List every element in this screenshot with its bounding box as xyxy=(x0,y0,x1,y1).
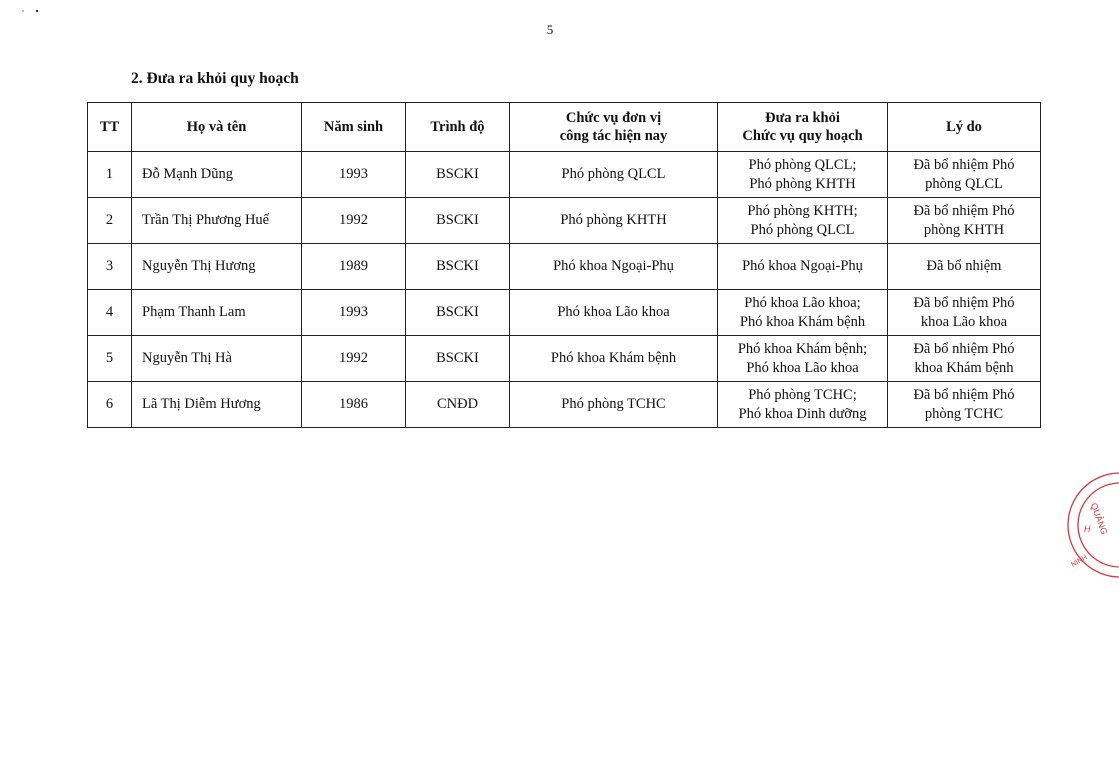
cell-reason-line-1: Đã bổ nhiệm Phó xyxy=(913,295,1015,312)
cell-current-position: Phó phòng QLCL xyxy=(510,152,718,198)
cell-tt: 1 xyxy=(88,152,132,198)
cell-name: Nguyễn Thị Hương xyxy=(132,244,302,290)
cell-current-position: Phó phòng KHTH xyxy=(510,198,718,244)
cell-reason xyxy=(888,336,1041,382)
section-title: 2. Đưa ra khỏi quy hoạch xyxy=(131,70,299,87)
cell-removed-line-2: Phó phòng KHTH xyxy=(749,175,856,192)
cell-removed-line-1: Phó phòng TCHC; xyxy=(748,387,857,404)
cell-name: Phạm Thanh Lam xyxy=(132,290,302,336)
cell-reason-line-2: phòng TCHC xyxy=(924,405,1004,422)
cell-degree: CNĐD xyxy=(406,382,510,428)
header-removed-position xyxy=(718,103,888,152)
header-current-position-line-2: công tác hiện nay xyxy=(559,128,668,144)
cell-tt: 3 xyxy=(88,244,132,290)
cell-removed-line-1: Phó phòng QLCL; xyxy=(748,157,857,174)
scan-marks xyxy=(20,8,50,14)
header-reason: Lý do xyxy=(888,103,1041,152)
cell-tt: 4 xyxy=(88,290,132,336)
table-row xyxy=(88,336,1041,382)
cell-reason-line-1: Đã bổ nhiệm xyxy=(926,258,1002,275)
cell-degree: BSCKI xyxy=(406,244,510,290)
cell-name: Nguyễn Thị Hà xyxy=(132,336,302,382)
header-current-position xyxy=(510,103,718,152)
cell-reason-line-2: khoa Khám bệnh xyxy=(914,359,1014,376)
cell-reason xyxy=(888,244,1041,290)
cell-degree: BSCKI xyxy=(406,198,510,244)
cell-reason xyxy=(888,198,1041,244)
cell-tt: 2 xyxy=(88,198,132,244)
official-seal-stamp xyxy=(1058,468,1119,583)
table-row xyxy=(88,198,1041,244)
cell-tt: 5 xyxy=(88,336,132,382)
cell-birth-year: 1993 xyxy=(302,152,406,198)
cell-birth-year: 1989 xyxy=(302,244,406,290)
seal-text-top: QUẢNG xyxy=(1088,501,1110,536)
cell-removed-line-2: Phó phòng QLCL xyxy=(750,221,855,238)
header-name: Họ và tên xyxy=(132,103,302,152)
cell-removed-position xyxy=(718,382,888,428)
table-row xyxy=(88,152,1041,198)
cell-degree: BSCKI xyxy=(406,152,510,198)
cell-removed-line-2: Phó khoa Lão khoa xyxy=(746,359,859,376)
table-header-row xyxy=(88,103,1041,152)
table-row xyxy=(88,382,1041,428)
cell-current-position: Phó khoa Ngoại-Phụ xyxy=(510,244,718,290)
cell-birth-year: 1993 xyxy=(302,290,406,336)
cell-reason-line-2: phòng KHTH xyxy=(923,221,1005,238)
cell-removed-line-1: Phó phòng KHTH; xyxy=(747,203,858,220)
cell-current-position: Phó phòng TCHC xyxy=(510,382,718,428)
cell-removed-position xyxy=(718,290,888,336)
header-removed-position-line-2: Chức vụ quy hoạch xyxy=(742,128,863,144)
cell-removed-line-2: Phó khoa Khám bệnh xyxy=(739,313,866,330)
cell-name: Đỗ Mạnh Dũng xyxy=(132,152,302,198)
seal-text-bottom: NINH xyxy=(1070,554,1089,569)
cell-removed-line-1: Phó khoa Lão khoa; xyxy=(744,295,861,312)
cell-reason-line-1: Đã bổ nhiệm Phó xyxy=(913,341,1015,358)
cell-current-position: Phó khoa Lão khoa xyxy=(510,290,718,336)
cell-reason-line-1: Đã bổ nhiệm Phó xyxy=(913,387,1015,404)
removal-table xyxy=(87,102,1041,428)
cell-tt: 6 xyxy=(88,382,132,428)
cell-removed-position xyxy=(718,152,888,198)
page-number: 5 xyxy=(546,22,554,37)
cell-removed-position xyxy=(718,336,888,382)
cell-reason xyxy=(888,152,1041,198)
header-degree: Trình độ xyxy=(406,103,510,152)
cell-current-position: Phó khoa Khám bệnh xyxy=(510,336,718,382)
header-removed-position-line-1: Đưa ra khỏi xyxy=(765,109,840,126)
cell-name: Trần Thị Phương Huế xyxy=(132,198,302,244)
header-tt: TT xyxy=(88,103,132,152)
cell-removed-line-2: Phó khoa Dinh dưỡng xyxy=(738,405,867,422)
table-row xyxy=(88,244,1041,290)
cell-reason xyxy=(888,382,1041,428)
cell-removed-position xyxy=(718,244,888,290)
header-birth-year: Năm sinh xyxy=(302,103,406,152)
cell-birth-year: 1986 xyxy=(302,382,406,428)
cell-reason-line-2: khoa Lão khoa xyxy=(920,313,1008,330)
cell-birth-year: 1992 xyxy=(302,336,406,382)
seal-text-mid: H xyxy=(1084,524,1091,534)
cell-birth-year: 1992 xyxy=(302,198,406,244)
cell-reason xyxy=(888,290,1041,336)
table-row xyxy=(88,290,1041,336)
cell-degree: BSCKI xyxy=(406,290,510,336)
cell-name: Lã Thị Diễm Hương xyxy=(132,382,302,428)
cell-removed-line-1: Phó khoa Khám bệnh; xyxy=(737,341,868,358)
cell-removed-line-1: Phó khoa Ngoại-Phụ xyxy=(742,258,863,275)
cell-reason-line-1: Đã bổ nhiệm Phó xyxy=(913,203,1015,220)
cell-reason-line-1: Đã bổ nhiệm Phó xyxy=(913,157,1015,174)
cell-removed-position xyxy=(718,198,888,244)
cell-degree: BSCKI xyxy=(406,336,510,382)
cell-reason-line-2: phòng QLCL xyxy=(925,175,1003,192)
header-current-position-line-1: Chức vụ đơn vị xyxy=(565,109,662,126)
